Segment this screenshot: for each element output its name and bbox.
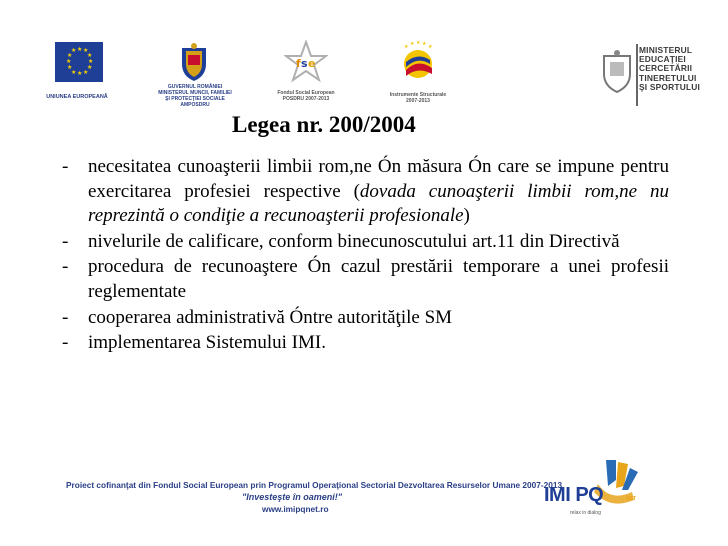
bullet-dash: - [62,332,69,354]
bullet-dash: - [62,156,69,177]
svg-text:★: ★ [83,47,89,54]
svg-text:★: ★ [77,70,83,77]
imipq-logo-net: NET [626,496,636,502]
fse-star-icon [284,40,328,84]
fse-caption: Fondul Social European POSDRU 2007-2013 [277,90,335,102]
svg-text:★: ★ [67,52,73,59]
footer-slogan: "Investeşte în oameni!" [242,492,343,502]
svg-text:★: ★ [87,52,93,59]
list-item [62,230,669,255]
svg-text:★: ★ [83,69,89,76]
svg-text:f: f [296,57,301,70]
eu-caption: UNIUNEA EUROPEANĂ [46,94,108,100]
slide-title: Legea nr. 200/2004 [232,112,416,137]
bullet-dash: - [62,306,69,328]
bullet-text: necesitatea cunoaşterii limbii rom,ne Ón măsura Ón care se impune pentru exercitarea profesiei respective ( [88,156,669,202]
ministry-name: MINISTERUL EDUCAŢIEI CERCETĂRII TINERETULUI ŞI SPORTULUI [639,45,701,92]
bullet-dash: - [62,256,69,278]
eu-flag-icon [55,42,103,82]
svg-text:★: ★ [404,44,409,50]
svg-text:★: ★ [428,44,433,50]
svg-text:s: s [301,57,308,70]
fse-logo [284,40,328,84]
eu-flag-logo [55,42,103,82]
instrumente-structurale-logo [396,40,440,86]
svg-text:★: ★ [410,41,415,47]
is-caption: Instrumente Structurale 2007-2013 [389,92,447,104]
coat-of-arms-icon [179,42,209,82]
header-logo-bar [0,0,728,130]
imipq-logo-text: IMI PQ [544,484,604,506]
bullet-text: cooperarea administrativă Óntre autorităţile SM [88,306,453,328]
svg-text:★: ★ [88,58,94,65]
svg-text:★: ★ [422,41,427,47]
svg-text:★: ★ [416,40,421,46]
list-item [62,255,669,304]
list-item [62,331,669,356]
svg-text:e: e [308,57,316,70]
bullet-text: procedura de recunoaştere Ón cazul prestării temporare a unei profesii reglementate [88,256,669,302]
list-item [62,306,669,331]
bullet-list [62,155,669,357]
svg-text:★: ★ [67,64,73,71]
bullet-dash: - [62,230,69,252]
ministry-crest-logo [600,48,634,94]
svg-text:★: ★ [71,47,77,54]
footer-url: www.imipqnet.ro [262,504,329,514]
svg-text:★: ★ [71,69,77,76]
svg-text:★: ★ [87,64,93,71]
svg-text:★: ★ [66,58,72,65]
imipq-tagline: relax in dialog [570,510,601,516]
footer-cofinance-text: Proiect cofinanţat din Fondul Social European prin Programul Operaţional Sectorial Dezvoltarea Resurselor Umane 2007-2013 [66,480,563,490]
bullet-text: nivelurile de calificare, conform binecunoscutului art.11 din Directivă [88,230,620,252]
ministry-divider [636,44,638,106]
bullet-text-tail: ) [463,205,470,227]
ministry-crest-icon [600,48,634,94]
instrumente-structurale-icon [396,40,440,86]
list-item [62,155,669,229]
svg-text:★: ★ [77,46,83,53]
romania-coat-of-arms-logo [179,42,209,82]
bullet-text: implementarea Sistemului IMI. [88,332,326,354]
footer [0,456,728,546]
gov-caption: GUVERNUL ROMÂNIEI MINISTERUL MUNCII, FAMILIEI ŞI PROTECŢIEI SOCIALE AMPOSDRU [158,84,232,108]
bullet-text-italic: dovada cunoaşterii limbii rom,ne nu reprezintă o condiţie a recunoaşterii profesionale [88,180,669,227]
imipq-logo [544,458,664,528]
